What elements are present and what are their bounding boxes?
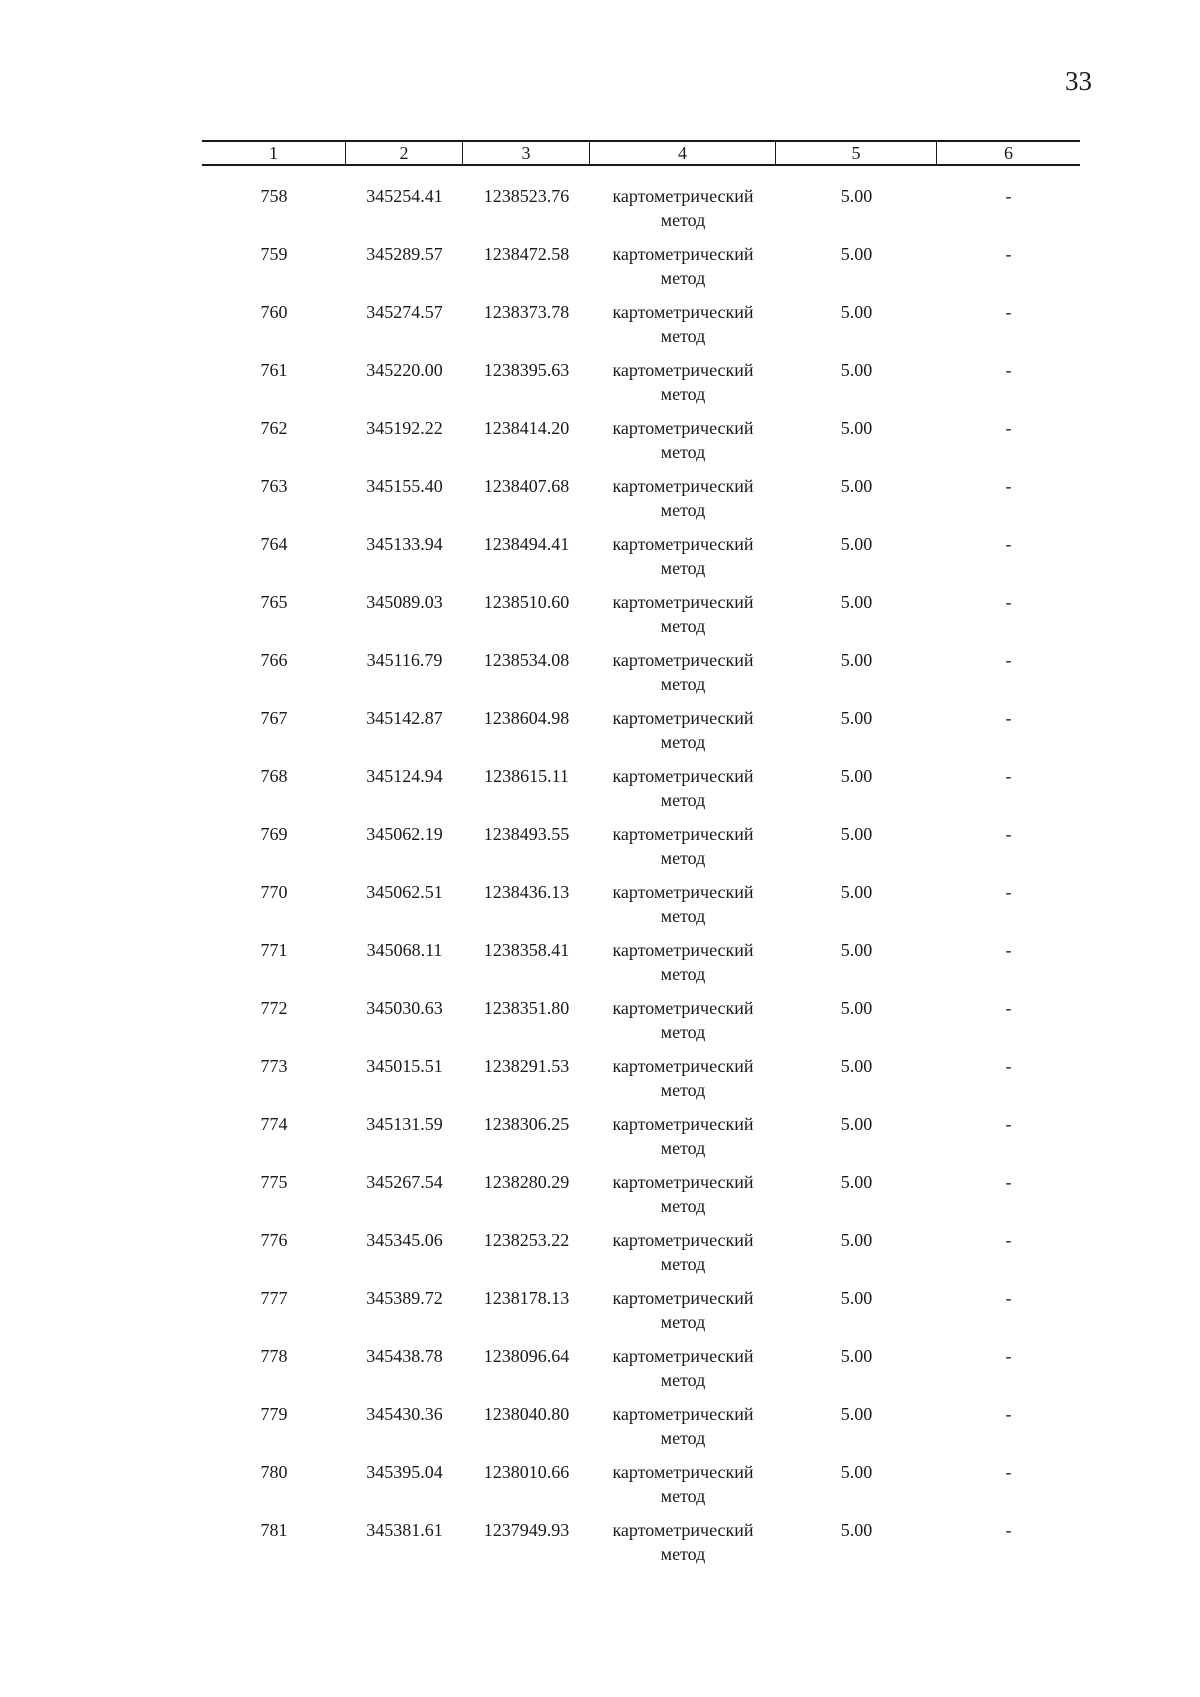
accuracy-value: 5.00 xyxy=(840,418,873,438)
coordinate-x: 345068.11 xyxy=(366,940,443,960)
coordinate-y: 1238010.66 xyxy=(483,1462,570,1482)
coordinate-y: 1238351.80 xyxy=(483,998,570,1018)
accuracy-value: 5.00 xyxy=(840,186,873,206)
note-value: - xyxy=(1005,1288,1012,1308)
coordinate-x: 345131.59 xyxy=(366,1114,443,1134)
table-row xyxy=(202,1460,1080,1518)
point-number: 772 xyxy=(260,998,288,1018)
table-row xyxy=(202,1518,1080,1576)
coordinate-y: 1238436.13 xyxy=(483,882,570,902)
coordinate-x: 345192.22 xyxy=(366,418,443,438)
coordinate-y: 1238096.64 xyxy=(483,1346,570,1366)
note-value: - xyxy=(1005,882,1012,902)
accuracy-value: 5.00 xyxy=(840,1462,873,1482)
method-line-2: метод xyxy=(660,1428,706,1448)
method-line-1: картометрический xyxy=(612,186,754,206)
method-line-1: картометрический xyxy=(612,1462,754,1482)
coordinate-y: 1238253.22 xyxy=(483,1230,570,1250)
coordinate-y: 1238358.41 xyxy=(483,940,570,960)
method-cell xyxy=(590,1460,776,1518)
method-line-2: метод xyxy=(660,1486,706,1506)
table-row xyxy=(202,706,1080,764)
method-cell xyxy=(590,706,776,764)
coordinate-x: 345089.03 xyxy=(366,592,443,612)
method-line-2: метод xyxy=(660,558,706,578)
method-line-2: метод xyxy=(660,790,706,810)
method-cell xyxy=(590,1054,776,1112)
accuracy-value: 5.00 xyxy=(840,1346,873,1366)
accuracy-value: 5.00 xyxy=(840,824,873,844)
method-line-1: картометрический xyxy=(612,708,754,728)
method-cell xyxy=(590,532,776,590)
method-cell xyxy=(590,1112,776,1170)
point-number: 775 xyxy=(260,1172,288,1192)
method-line-2: метод xyxy=(660,500,706,520)
method-cell xyxy=(590,1170,776,1228)
coordinate-y: 1238040.80 xyxy=(483,1404,570,1424)
point-number: 779 xyxy=(260,1404,288,1424)
method-cell xyxy=(590,1344,776,1402)
method-line-1: картометрический xyxy=(612,824,754,844)
coordinate-y: 1238306.25 xyxy=(483,1114,570,1134)
method-line-2: метод xyxy=(660,326,706,346)
method-line-2: метод xyxy=(660,906,706,926)
table-row xyxy=(202,764,1080,822)
method-line-1: картометрический xyxy=(612,1114,754,1134)
coordinate-y: 1238494.41 xyxy=(483,534,570,554)
method-cell xyxy=(590,242,776,300)
point-number: 763 xyxy=(260,476,288,496)
method-line-2: метод xyxy=(660,1196,706,1216)
method-cell xyxy=(590,822,776,880)
coordinate-x: 345030.63 xyxy=(366,998,443,1018)
point-number: 774 xyxy=(260,1114,288,1134)
method-line-2: метод xyxy=(660,1254,706,1274)
table-row xyxy=(202,1054,1080,1112)
coordinate-x: 345155.40 xyxy=(366,476,443,496)
method-line-1: картометрический xyxy=(612,360,754,380)
note-value: - xyxy=(1005,476,1012,496)
note-value: - xyxy=(1005,592,1012,612)
coordinate-x: 345015.51 xyxy=(366,1056,443,1076)
accuracy-value: 5.00 xyxy=(840,302,873,322)
note-value: - xyxy=(1005,1462,1012,1482)
method-cell xyxy=(590,1402,776,1460)
method-line-2: метод xyxy=(660,1370,706,1390)
coordinate-x: 345274.57 xyxy=(366,302,443,322)
accuracy-value: 5.00 xyxy=(840,534,873,554)
point-number: 760 xyxy=(260,302,288,322)
note-value: - xyxy=(1005,244,1012,264)
coordinate-y: 1238395.63 xyxy=(483,360,570,380)
accuracy-value: 5.00 xyxy=(840,708,873,728)
table-header xyxy=(202,140,1080,166)
coordinate-y: 1238510.60 xyxy=(483,592,570,612)
method-line-2: метод xyxy=(660,674,706,694)
table-row xyxy=(202,996,1080,1054)
method-line-2: метод xyxy=(660,732,706,752)
table-row xyxy=(202,880,1080,938)
column-header-2: 2 xyxy=(346,142,463,164)
method-line-2: метод xyxy=(660,268,706,288)
point-number: 761 xyxy=(260,360,288,380)
coordinate-y: 1238615.11 xyxy=(484,766,569,786)
method-line-1: картометрический xyxy=(612,534,754,554)
point-number: 759 xyxy=(260,244,288,264)
method-line-1: картометрический xyxy=(612,244,754,264)
accuracy-value: 5.00 xyxy=(840,882,873,902)
coordinate-x: 345289.57 xyxy=(366,244,443,264)
coordinate-x: 345389.72 xyxy=(366,1288,443,1308)
coordinate-x: 345116.79 xyxy=(366,650,443,670)
coordinate-x: 345430.36 xyxy=(366,1404,443,1424)
table-row xyxy=(202,474,1080,532)
point-number: 769 xyxy=(260,824,288,844)
coordinate-x: 345062.19 xyxy=(366,824,443,844)
point-number: 778 xyxy=(260,1346,288,1366)
method-line-1: картометрический xyxy=(612,1346,754,1366)
note-value: - xyxy=(1005,766,1012,786)
table-row xyxy=(202,532,1080,590)
method-line-1: картометрический xyxy=(612,302,754,322)
table-row xyxy=(202,938,1080,996)
coordinate-y: 1238407.68 xyxy=(483,476,570,496)
method-line-1: картометрический xyxy=(612,1288,754,1308)
method-line-2: метод xyxy=(660,442,706,462)
page-number: 33 xyxy=(1065,66,1092,96)
point-number: 773 xyxy=(260,1056,288,1076)
note-value: - xyxy=(1005,302,1012,322)
table-row xyxy=(202,1170,1080,1228)
table-row xyxy=(202,1228,1080,1286)
coordinate-x: 345381.61 xyxy=(366,1520,443,1540)
method-line-1: картометрический xyxy=(612,1056,754,1076)
method-line-2: метод xyxy=(660,1022,706,1042)
coordinate-x: 345062.51 xyxy=(366,882,443,902)
point-number: 776 xyxy=(260,1230,288,1250)
table-row xyxy=(202,1344,1080,1402)
point-number: 762 xyxy=(260,418,288,438)
coordinate-y: 1238523.76 xyxy=(483,186,570,206)
table-row xyxy=(202,184,1080,242)
coordinate-y: 1238472.58 xyxy=(483,244,570,264)
point-number: 766 xyxy=(260,650,288,670)
method-line-2: метод xyxy=(660,848,706,868)
note-value: - xyxy=(1005,1172,1012,1192)
point-number: 770 xyxy=(260,882,288,902)
accuracy-value: 5.00 xyxy=(840,1288,873,1308)
coordinate-x: 345395.04 xyxy=(366,1462,443,1482)
accuracy-value: 5.00 xyxy=(840,592,873,612)
coordinate-x: 345267.54 xyxy=(366,1172,443,1192)
note-value: - xyxy=(1005,650,1012,670)
table-body xyxy=(202,184,1080,1576)
coordinate-x: 345220.00 xyxy=(366,360,443,380)
table-row xyxy=(202,242,1080,300)
coordinate-y: 1238291.53 xyxy=(483,1056,570,1076)
accuracy-value: 5.00 xyxy=(840,1404,873,1424)
method-cell xyxy=(590,996,776,1054)
point-number: 758 xyxy=(260,186,288,206)
note-value: - xyxy=(1005,1056,1012,1076)
coordinate-x: 345142.87 xyxy=(366,708,443,728)
accuracy-value: 5.00 xyxy=(840,1056,873,1076)
coordinate-y: 1238493.55 xyxy=(483,824,570,844)
method-line-1: картометрический xyxy=(612,1172,754,1192)
coordinate-y: 1237949.93 xyxy=(483,1520,570,1540)
table-row xyxy=(202,1286,1080,1344)
accuracy-value: 5.00 xyxy=(840,1172,873,1192)
column-header-3: 3 xyxy=(463,142,590,164)
column-header-6: 6 xyxy=(1004,142,1013,163)
point-number: 771 xyxy=(260,940,288,960)
coordinate-x: 345254.41 xyxy=(366,186,443,206)
note-value: - xyxy=(1005,998,1012,1018)
method-cell xyxy=(590,300,776,358)
point-number: 765 xyxy=(260,592,288,612)
accuracy-value: 5.00 xyxy=(840,940,873,960)
accuracy-value: 5.00 xyxy=(840,1520,873,1540)
note-value: - xyxy=(1005,1404,1012,1424)
method-cell xyxy=(590,184,776,242)
note-value: - xyxy=(1005,418,1012,438)
table-row xyxy=(202,300,1080,358)
accuracy-value: 5.00 xyxy=(840,476,873,496)
coordinate-x: 345124.94 xyxy=(366,766,443,786)
column-header-4: 4 xyxy=(590,142,776,164)
point-number: 767 xyxy=(260,708,288,728)
method-cell xyxy=(590,648,776,706)
method-line-1: картометрический xyxy=(612,418,754,438)
column-header-1: 1 xyxy=(202,142,346,164)
note-value: - xyxy=(1005,1114,1012,1134)
method-line-2: метод xyxy=(660,1138,706,1158)
table-row xyxy=(202,822,1080,880)
accuracy-value: 5.00 xyxy=(840,360,873,380)
method-line-1: картометрический xyxy=(612,882,754,902)
accuracy-value: 5.00 xyxy=(840,1114,873,1134)
accuracy-value: 5.00 xyxy=(840,766,873,786)
coordinate-y: 1238280.29 xyxy=(483,1172,570,1192)
method-cell xyxy=(590,938,776,996)
table-row xyxy=(202,358,1080,416)
coordinate-x: 345438.78 xyxy=(366,1346,443,1366)
table-row xyxy=(202,1402,1080,1460)
method-line-1: картометрический xyxy=(612,476,754,496)
note-value: - xyxy=(1005,186,1012,206)
note-value: - xyxy=(1005,940,1012,960)
point-number: 777 xyxy=(260,1288,288,1308)
note-value: - xyxy=(1005,1520,1012,1540)
method-cell xyxy=(590,416,776,474)
point-number: 780 xyxy=(260,1462,288,1482)
method-line-1: картометрический xyxy=(612,650,754,670)
method-line-2: метод xyxy=(660,1544,706,1564)
accuracy-value: 5.00 xyxy=(840,244,873,264)
method-line-2: метод xyxy=(660,1312,706,1332)
method-line-2: метод xyxy=(660,616,706,636)
point-number: 764 xyxy=(260,534,288,554)
method-line-1: картометрический xyxy=(612,766,754,786)
point-number: 768 xyxy=(260,766,288,786)
note-value: - xyxy=(1005,1346,1012,1366)
note-value: - xyxy=(1005,1230,1012,1250)
accuracy-value: 5.00 xyxy=(840,1230,873,1250)
coordinate-x: 345133.94 xyxy=(366,534,443,554)
table-row xyxy=(202,590,1080,648)
method-cell xyxy=(590,590,776,648)
method-line-1: картометрический xyxy=(612,1520,754,1540)
coordinate-y: 1238604.98 xyxy=(483,708,570,728)
accuracy-value: 5.00 xyxy=(840,998,873,1018)
method-line-1: картометрический xyxy=(612,1230,754,1250)
method-line-1: картометрический xyxy=(612,592,754,612)
table-row xyxy=(202,648,1080,706)
method-line-1: картометрический xyxy=(612,940,754,960)
coordinate-y: 1238178.13 xyxy=(483,1288,570,1308)
method-cell xyxy=(590,1518,776,1576)
column-header-5: 5 xyxy=(776,142,937,164)
method-cell xyxy=(590,1228,776,1286)
point-number: 781 xyxy=(260,1520,288,1540)
method-line-2: метод xyxy=(660,964,706,984)
coordinate-y: 1238534.08 xyxy=(483,650,570,670)
coordinate-x: 345345.06 xyxy=(366,1230,443,1250)
method-cell xyxy=(590,1286,776,1344)
method-line-2: метод xyxy=(660,1080,706,1100)
coordinate-y: 1238414.20 xyxy=(483,418,570,438)
method-cell xyxy=(590,880,776,938)
method-line-2: метод xyxy=(660,384,706,404)
note-value: - xyxy=(1005,360,1012,380)
table-row xyxy=(202,1112,1080,1170)
note-value: - xyxy=(1005,534,1012,554)
method-cell xyxy=(590,764,776,822)
note-value: - xyxy=(1005,824,1012,844)
accuracy-value: 5.00 xyxy=(840,650,873,670)
table-row xyxy=(202,416,1080,474)
method-line-1: картометрический xyxy=(612,998,754,1018)
method-line-1: картометрический xyxy=(612,1404,754,1424)
note-value: - xyxy=(1005,708,1012,728)
method-cell xyxy=(590,358,776,416)
method-line-2: метод xyxy=(660,210,706,230)
coordinate-y: 1238373.78 xyxy=(483,302,570,322)
method-cell xyxy=(590,474,776,532)
